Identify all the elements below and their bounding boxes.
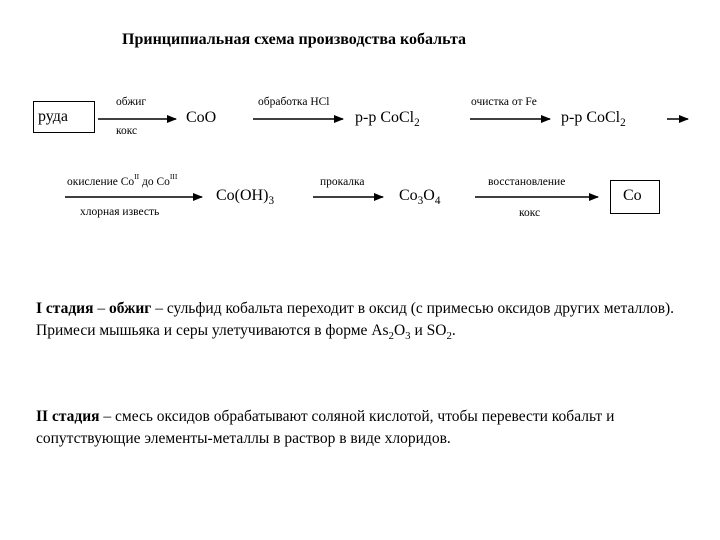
ore-node: [33, 101, 95, 133]
fe-cleaning-label: очистка от Fe: [471, 96, 537, 108]
page-title: Принципиальная схема производства кобальта: [122, 31, 467, 48]
hcl-treatment-label: обработка HCl: [258, 96, 330, 108]
coke-label-1: кокс: [116, 125, 138, 137]
ore-label: руда: [38, 108, 69, 125]
calcination-label: прокалка: [320, 176, 365, 188]
stage-1-paragraph: I стадия – обжиг – сульфид кобальта переходит в оксид (с примесью оксидов других металлов). Примеси мышьяка и серы улетучиваются в форме $As_2O_3$ и $SO_2$.: [36, 300, 675, 342]
cocl2-purified-node: р-р CoCl$_2$: [561, 109, 626, 129]
coke-label-2: кокс: [519, 207, 541, 219]
oxidation-label: окисление $Co^{II}$ до $Co^{III}$: [67, 172, 178, 188]
stage-2-paragraph: II стадия – смесь оксидов обрабатывают соляной кислотой, чтобы перевести кобальт и сопутствующие элементы-металлы в раствор в виде хлоридов.: [36, 408, 615, 447]
reduction-label: восстановление: [488, 176, 566, 188]
cocl2-solution-node: р-р CoCl$_2$: [355, 109, 420, 129]
roasting-label: обжиг: [116, 96, 147, 108]
co-oxide-node: CoO: [186, 109, 217, 126]
hydroxide-node: $Co(OH)_3$: [216, 187, 275, 207]
bleach-label: хлорная известь: [80, 206, 160, 218]
cobalt-product-node: [610, 180, 660, 214]
cobalt-product-label: Co: [623, 187, 642, 204]
co3o4-node: $Co_3O_4$: [399, 187, 441, 207]
